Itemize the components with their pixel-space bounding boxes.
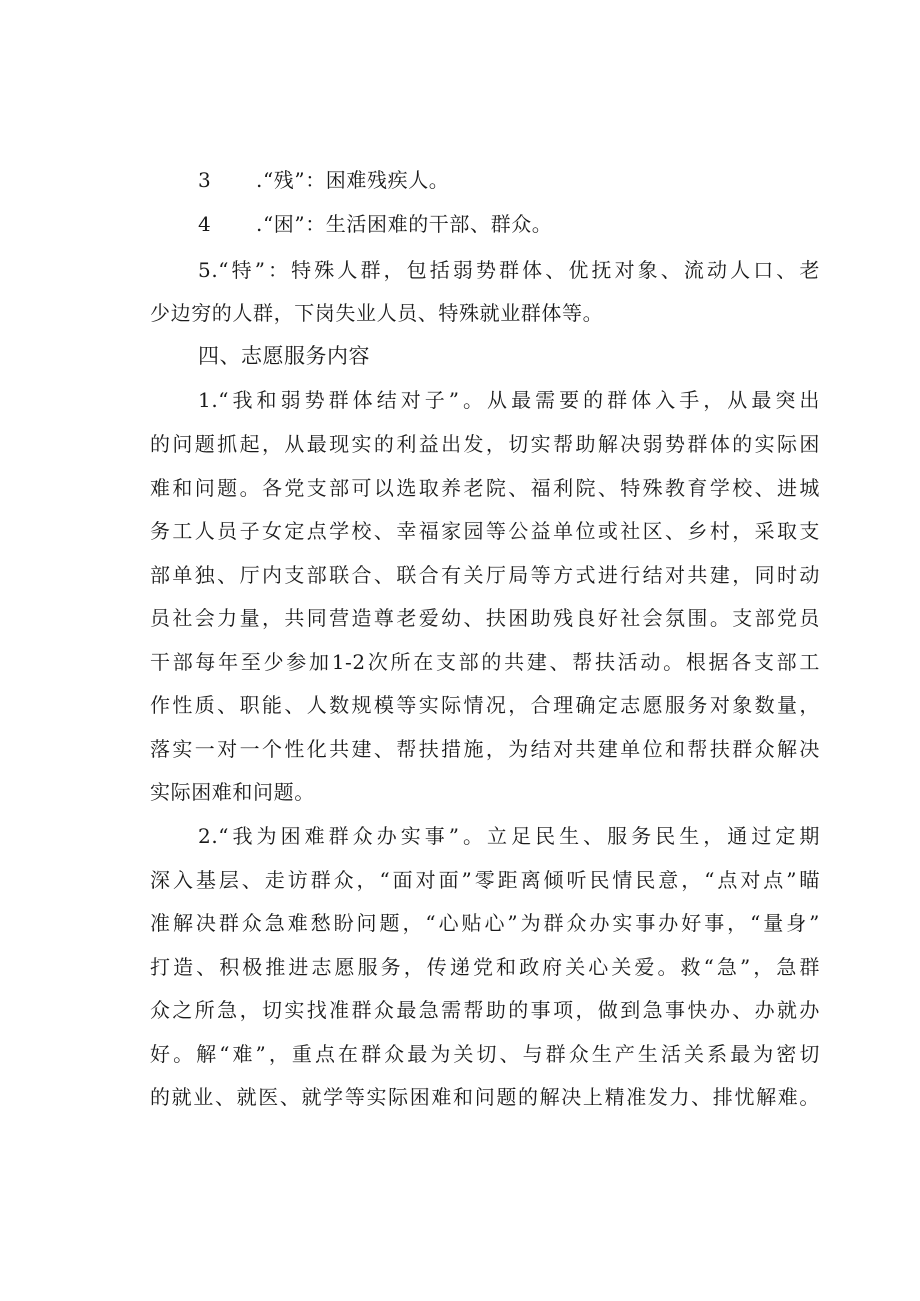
para1-line-9: 落实一对一个性化共建、帮扶措施，为结对共建单位和帮扶群众解决 <box>150 737 820 761</box>
para1-line-7: 干部每年至少参加1-2次所在支部的共建、帮扶活动。根据各支部工 <box>150 650 820 674</box>
list-item-4 <box>198 212 552 236</box>
para1-line-3: 难和问题。各党支部可以选取养老院、福利院、特殊教育学校、进城 <box>150 476 820 500</box>
list-item-5-line-2: 少边穷的人群，下岗失业人员、特殊就业群体等。 <box>150 301 604 325</box>
list-item-number: 4 <box>198 212 212 236</box>
list-item-3 <box>198 168 449 192</box>
para2-line-7: 的就业、就医、就学等实际困难和问题的解决上精准发力、排忧解难。 <box>150 1085 820 1109</box>
para1-line-10: 实际困难和问题。 <box>150 780 315 804</box>
para1-line-1: 1.“我和弱势群体结对子”。从最需要的群体入手，从最突出 <box>198 388 820 412</box>
list-item-text: .“困”：生活困难的干部、群众。 <box>256 212 553 236</box>
para1-line-4: 务工人员子女定点学校、幸福家园等公益单位或社区、乡村，采取支 <box>150 519 820 543</box>
list-item-5-line-1: 5.“特”：特殊人群，包括弱势群体、优抚对象、流动人口、老 <box>198 258 820 282</box>
para2-line-3: 准解决群众急难愁盼问题，“心贴心”为群众办实事办好事，“量身” <box>150 911 820 935</box>
para1-line-8: 作性质、职能、人数规模等实际情况，合理确定志愿服务对象数量， <box>150 693 820 717</box>
list-item-text: .“残”：困难残疾人。 <box>256 168 450 192</box>
para1-line-5: 部单独、厅内支部联合、联合有关厅局等方式进行结对共建，同时动 <box>150 563 820 587</box>
para2-line-1: 2.“我为困难群众办实事”。立足民生、服务民生，通过定期 <box>198 824 820 848</box>
list-item-number: 3 <box>198 168 212 192</box>
para2-line-4: 打造、积极推进志愿服务，传递党和政府关心关爱。救“急”，急群 <box>150 955 820 979</box>
para2-line-2: 深入基层、走访群众，“面对面”零距离倾听民情民意，“点对点”瞄 <box>150 868 820 892</box>
section-heading: 四、志愿服务内容 <box>198 344 370 368</box>
para1-line-2: 的问题抓起，从最现实的利益出发，切实帮助解决弱势群体的实际困 <box>150 432 820 456</box>
para2-line-5: 众之所急，切实找准群众最急需帮助的事项，做到急事快办、办就办 <box>150 998 820 1022</box>
para1-line-6: 员社会力量，共同营造尊老爱幼、扶困助残良好社会氛围。支部党员 <box>150 606 820 630</box>
para2-line-6: 好。解“难”，重点在群众最为关切、与群众生产生活关系最为密切 <box>150 1042 820 1066</box>
